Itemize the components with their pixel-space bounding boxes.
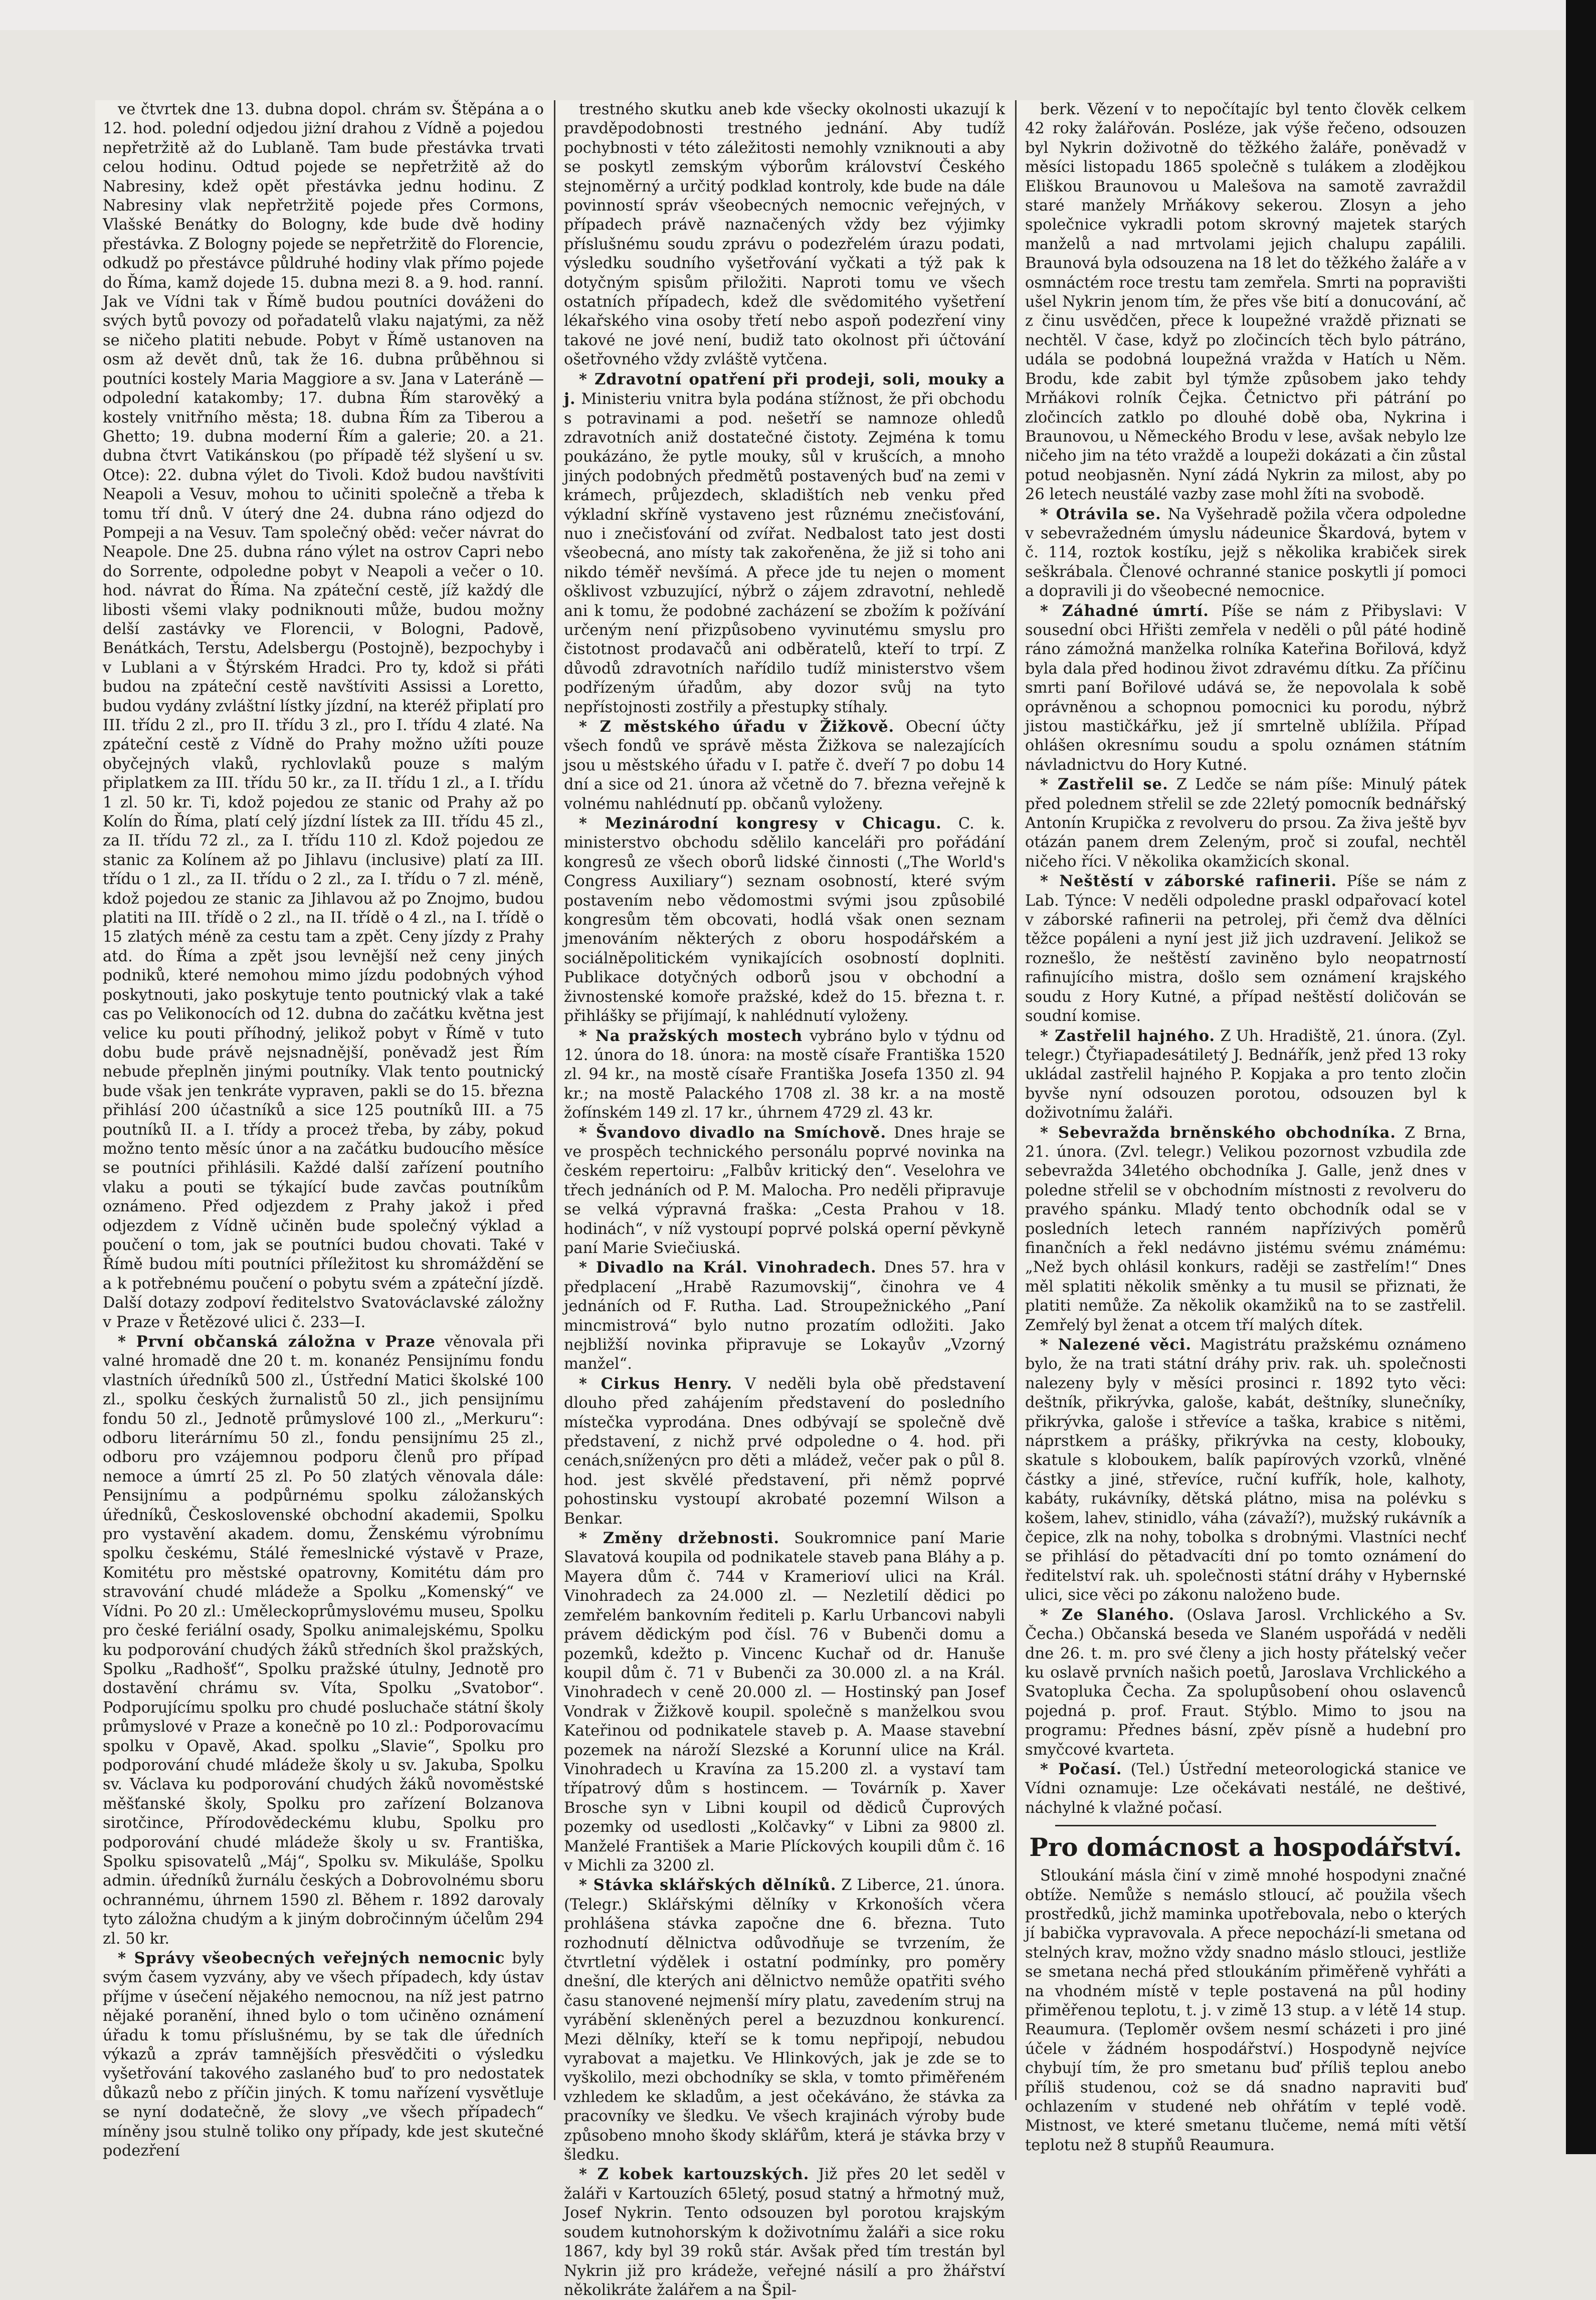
newspaper-column-2 (564, 100, 1005, 2299)
column-rule (1015, 100, 1017, 2100)
article-text: Na Vyšehradě požila včera odpoledne v sebevražedném úmyslu nádeunice Škardová, bytem v č. 114, roztok kostíku, jejž s několika krabiček sirek seškrábala. Členové ochranné stanice poskytli jí pomoci a dopravili ji do všeobecné nemocnice. (1025, 505, 1466, 600)
article-headline: * Záhadné úmrtí. (1040, 601, 1209, 620)
article-text: Obecní účty všech fondů ve správě města Žižkova se nalezajících jsou u městského úřadu v I. patře č. dveří 7 po dobu 14 dní a sice od 21. února až včetně do 7. března veřejně k volnému nahlédnutí pp. občanů vyloženy. (564, 718, 1005, 813)
article-paragraph (564, 370, 1005, 717)
article-paragraph (1025, 1123, 1466, 1335)
article-headline: * Zdravotní opatření při prodeji, soli, mouky a j. (564, 370, 1005, 408)
article-headline: * Z městského úřadu v Žižkově. (579, 718, 895, 736)
article-paragraph (1025, 1605, 1466, 1760)
section-divider (1055, 1825, 1436, 1826)
section-title: Pro domácnost a hospodářství. (1029, 1832, 1462, 1862)
article-paragraph (564, 2165, 1005, 2300)
article-paragraph (1025, 1335, 1466, 1605)
article-text: Již přes 20 let seděl v žaláři v Kartouzích 65letý, posud statný a hřmotný muž, Josef Nykrin. Tento odsouzen byl porotou krajským soudem kutnohorským k doživotnímu žaláři a sice roku 1867, kdy byl 39 roků stár. Avšak před tím trestán byl Nykrin již pro krádeže, veřejné násilí a pro žhářství několikráte žalářem a na Špil- (564, 2166, 1005, 2299)
article-headline: * Zastřelil se. (1040, 775, 1168, 794)
article-text: ve čtvrtek dne 13. dubna dopol. chrám sv. Štěpána a o 12. hod. polední odjedou jiżní drahou z Vídně a pojedou nepřetržitě až do Lublaně. Tam bude přestávka trvati celou hodinu. Odtud pojede se nepřetržitě až do Nabresiny, kdež opět přestávka jednu hodinu. Z Nabresiny vlak nepřetržitě pojede přes Cormons, Vlašské Benátky do Bologny, kde bude dvě hodiny přestávka. Z Bologny pojede se nepřetržitě do Florencie, odkudž po přestávce půldruhé hodiny vlak přímo pojede do Říma, kamž dojede 15. dubna mezi 8. a 9. hod. ranní. Jak ve Vídni tak v Římě budou poutníci dováženi do svých bytů povozy od pořadatelů vlaku najatými, za něž se ničeho platiti nebude. Pobyt v Římě ustanoven na osm až devět dnů, tak že 16. dubna průběhnou si poutníci kostely Maria Maggiore a sv. Jana v Lateráně — odpolední katakomby; 17. dubna Řím starověký a kostely vnitřního města; 18. dubna Řím za Tiberou a Ghetto; 19. dubna moderní Řím a galerie; 20. a 21. dubna čtvrt Vatikánskou (po případě též slyšení u sv. Otce): 22. dubna výlet do Tivoli. Kdož budou navštíviti Neapoli a Vesuv, mohou to učiniti společně a třeba k tomu tří dnů. V úterý dne 24. dubna ráno odjezd do Pompeji a na Vesuv. Tam společný oběd: večer návrat do Neapole. Dne 25. dubna ráno výlet na ostrov Capri nebo do Sorrente, odpoledne pobyt v Neapoli a večer o 10. hod. návrat do Říma. Na zpáteční cestě, jíž každý dle libosti všemi vlaky podniknouti může, budou možny delší zastávky ve Florencii, v Bologni, Padově, Benátkách, Terstu, Adelsbergu (Postojně), bezpochyby i v Lublani a v Štýrském Hradci. Pro ty, kdož si přáti budou na zpáteční cestě navštíviti Assissi a Loretto, budou vydány zvláštní lístky jízdní, na kteréž připlatí pro III. třídu 2 zl., pro II. třídu 3 zl., pro I. třídu 4 zlaté. Na zpáteční cestě z Vídně do Prahy možno užíti pouze obyčejných vlaků, rychlovlaků pouze s malým připlatkem za III. třídu 50 kr., za II. třídu 1 zl., a I. třídu 1 zl. 50 kr. Ti, kdož pojedou ze stanic od Prahy až po Kolín do Říma, platí celý jízdní lístek za III. třídu 45 zl., za II. třídu 72 zl., za I. třídu 110 zl. Kdož pojedou ze stanic za Kolínem až po Jihlavu (inclusive) platí za III. třídu o 1 zl., za II. třídu o 2 zl., za I. třídu o 7 zl. méně, kdož pojedou ze stanic za Jihlavou až po Znojmo, budou platiti na III. třídě o 2 zl., na II. třídě o 4 zl., na I. třídě o 15 zlatých méně za cestu tam a zpět. Ceny jízdy z Prahy atd. do Říma a zpět jsou levnější než ceny jiných podniků, které nemohou mimo jízdu podobných výhod poskytnouti, jako poskytuje tento poutnický vlak a také cas po Velikonocích od 12. dubna do začátku května jest velice ku pouti příhodný, jelikož pobyt v Římě v tuto dobu bude právě nejsnadnější, poněvadž jest Řím nebude přeplněn jinými poutníky. Vlak tento poutnický bude však jen tenkráte vypraven, pakli se do 15. března přihlásí 200 účastníků a sice 125 poutníků III. a 75 poutníků II. a I. třídy a proceż třeba, by záby, pokud možno tento měsíc únor a na začátku budoucího měsíce se poutníci přihlásili. Každé další zařízení poutního vlaku a pouti se týkající bude zavčas poutníkům oznámeno. Před odjezdem z Prahy jakož i před odjezdem z Vídně učiněn bude společný výklad a poučení o tom, jak se poutníci budou chovati. Také v Římě budou míti poutníci příležitost ku shromáždění se a k potřebnému poučení o pobytu svém a zpáteční jízdě. Další dotazy zodpoví ředitelstvo Svatováclavské záložny v Praze v Řetězové ulici č. 233—I. (103, 101, 544, 1331)
article-headline: * Sebevražda brněnského obchodníka. (1040, 1123, 1396, 1142)
article-text: Dnes 57. hra v předplacení „Hrabě Razumovskij“, činohra ve 4 jednáních od F. Rutha. Lad. Stroupežnického „Paní mincmistrová“ bylo nutno prozatím odložiti. Jako nejbližší novinka připravuje se Lokayův „Vzorný manžel“. (564, 1259, 1005, 1373)
article-paragraph (1025, 1026, 1466, 1123)
page-margin-top (0, 0, 1596, 30)
article-paragraph (103, 1332, 544, 1949)
article-text: Píše se nám z Lab. Týnce: V neděli odpoledne praskl odpařovací kotel v záborské rafinerii na petrolej, při čemž dva dělníci těžce popáleni a nyní jest již jich uzdravení. Jelikož se roznešlo, že neštěstí zaviněno bylo neopatrností rafinujícího mistra, došlo sem oznámení krajského soudu z Hory Kutné, a případ neštěstí doličován se soudní komise. (1025, 873, 1466, 1025)
article-text: (Oslava Jarosl. Vrchlického a Sv. Čecha.) Občanská beseda ve Slaném uspořádá v neděli dne 26. t. m. pro své členy a jich hosty přátelský večer ku oslavě prvních našich poetů, Jaroslava Vrchlického a Svatopluka Čecha. Za spolupůsobení ohou oslavenců pojedná p. prof. Fraut. Stýblo. Mimo to jsou na programu: Přednes básní, zpěv písně a hudební pro smyčcové kvarteta. (1025, 1606, 1466, 1759)
article-headline: * Mezinárodní kongresy v Chicagu. (579, 814, 942, 833)
article-paragraph (103, 100, 544, 1332)
article-paragraph (564, 814, 1005, 1026)
article-paragraph (1025, 1866, 1466, 2155)
article-text: V neděli byla obě představení dlouho před zahájením představení do posledního místečka vyprodána. Dnes odbývají se společně dvě představení, z nichž prvé odpoledne o 4. hod. při cenách,sníženýcn pro děti a mládež, večer pak o půl 8. hod. jest skvělé představení, při němž poprvé pohostinsku vystoupí akrobaté pozemní Wilson a Benkar. (564, 1375, 1005, 1528)
article-text: Z Liberce, 21. února. (Telegr.) Sklářskými dělníky v Krkonoších včera prohlášena stávka započne dne 6. března. Tuto rozhodnutí dělnictva odůvodňuje se tvrzením, že čtvrtletní výdělek i ostatní podmínky, pro poměry dnešní, dle kterých ani dělnictvo nemůže opatřiti svého času stanovené nejmenší míry platu, zavedením struj na vyrábění skleněných perel a bezuzdnou konkurencí. Mezi dělníky, kteří se k tomu nepřipojí, nebudou vyrabovat a majetku. Ve Hlinkových, jak je zde se to vyškolilo, mezi obchodníky se skla, v tomto přiměřeném vzhledem ke skladům, a jest očekáváno, že stávka za pracovníky ve šledku. Ve všech krajinách výroby bude způsobeno mnoho škody sklářům, která je stávka brzy v šledku. (564, 1876, 1005, 2164)
article-paragraph (1025, 601, 1466, 775)
article-paragraph (564, 1374, 1005, 1529)
article-paragraph (1025, 1760, 1466, 1818)
article-headline: * Z kobek kartouzských. (579, 2165, 810, 2184)
newspaper-column-1 (103, 100, 544, 2160)
article-paragraph (564, 1123, 1005, 1259)
article-headline: * Zastřelil hajného. (1040, 1026, 1216, 1045)
article-headline: * Neštěstí v záborské rafinerii. (1040, 872, 1337, 891)
article-text: Ministeriu vnitra byla podána stížnost, že při obchodu s potravinami a pod. nešetří se namnoze ohledů zdravotních aniž dostatečné čistoty. Zejména k tomu poukázáno, že pytle mouky, sůl v krušcích, a mnoho jiných podobných předmětů postavených buď na zemi v krámech, průjezdech, skladištích neb venku před výkladní skříně vystaveno jest různému znečisťování, nuo i znečisťování od zvířat. Nedbalost tato jest dosti všeobecná, ano místy tak zakořeněna, že již si toho ani nikdo téměř nevšímá. A přece jde tu nejen o moment ošklivost vzbuzující, nýbrž o zájem zdravotní, nehledě ani k tomu, že podobné zacházení se zbožím k požívání určeným není přizpůsobeno vyvinutému smyslu pro čistotnost prodavačů ani odběratelů, kteří to trpí. Z důvodů zdravotních nařídilo tudíž ministerstvo všem podřízeným úřadům, aby dozor svůj na tyto nepřístojnosti zostřily a přestupky stíhaly. (564, 390, 1005, 716)
article-paragraph (1025, 775, 1466, 872)
article-paragraph (564, 1026, 1005, 1123)
newspaper-column-3 (1025, 100, 1466, 2154)
article-text: Z Uh. Hradiště, 21. února. (Zyl. telegr.) Čtyřiapadesátiletý J. Bednářík, jenž před 13 roky ukládal zastřelil hajného P. Kopjaka a pro tento zločin byvše nyní odsouzen porotou, odsouzen byl k doživotnímu žaláři. (1025, 1027, 1466, 1122)
article-paragraph (564, 1875, 1005, 2165)
article-text: Z Ledče se nám píše: Minulý pátek před polednem střelil se zde 22letý pomocník bednářský Antonín Krupička z revolveru do prsou. Za živa ještě byv otázán panem drem Zeleným, proč si zoufal, nechtěl ničeho říci. V několika okamžicích skonal. (1025, 776, 1466, 871)
article-paragraph (1025, 100, 1466, 505)
article-paragraph (564, 1529, 1005, 1875)
article-text: trestného skutku aneb kde všecky okolnosti ukazují k pravděpodobnosti trestného jednání. Aby tudíž pochybnosti v této záležitosti nemohly vzniknouti a aby se poskytl zemským výborům království Českého stejnoměrný a určitý podklad kontroly, kde bude na dále povinností správ všeobecných nemocnic veřejných, v případech právě naznačených vždy bez výjimky příslušnému soudu zprávu o podezřelém úrazu podati, výsledku soudního vyšetřování vyčkati a týž pak k dotyčným spisům přiložiti. Naproti tomu ve všech ostatních případech, kdež dle svědomitého vyšetření lékařského vina osoby třetí nebo aspoň podezření viny takové ne jové není, budiž tato okolnost při účtování ošetřovného vždy zvláště vytčena. (564, 101, 1005, 369)
article-text: Píše se nám z Přibyslavi: V sousední obci Hřišti zemřela v neděli o půl páté hodině ráno zámožná manželka rolníka Kateřina Bořilová, když byla dala před hodinou život zdravému dítku. Za příčinu smrti paní Bořilové udává se, že nepovolala k sobě oprávněnou a schopnou pomocnici ku porodu, nýbrž jistou mastičkářku, jež jí smrtelně ublížila. Případ ohlášen okresnímu soudu a spolu oznámen státním návladnictvu do Hory Kutné. (1025, 602, 1466, 774)
article-text: Dnes hraje se ve prospěch technického personálu poprvé novinka na českém repertoiru: „Falbův kritický den“. Veselohra ve třech jednáních od P. M. Malocha. Pro neděli připravuje se velká výpravná fraška: „Cesta Prahou v 18. hodinách“, v níž vystoupí poprvé polská operní pěvkyně paní Marie Sviečiuská. (564, 1124, 1005, 1257)
article-paragraph (564, 100, 1005, 370)
article-text: Stloukání másla činí v zimě mnohé hospodyni značné obtíže. Nemůže s nemáslo stloucí, ač použila všech prostředků, jichž maminka upotřebovala, nebo o kterých jí babička vypravovala. A přece nepochází-li smetana od stelných krav, možno vždy snadno máslo stlouci, jestliže se smetana nechá před stloukáním přiměřeně vyhřáti a na vhodném místě v teple postavená na půl hodiny přiměřenou teplotu, t. j. v zimě 13 stup. a v létě 14 stup. Reaumura. (Teploměr ovšem nesmí scházeti i pro jiné účele v žádném hospodářství.) Hospodyně nejvíce chybují tím, že pro smetanu buď příliš teplou anebo příliš studenou, coż se dá snadno napraviti buď ochlazením v studené neb ohřátím v teplé vodě. Mistnost, ve které smetanu tlučeme, nemá míti větší teplotu než 8 stupňů Reaumura. (1025, 1867, 1466, 2154)
column-rule (554, 100, 555, 2100)
article-paragraph (1025, 872, 1466, 1026)
article-headline: * Ze Slaného. (1040, 1605, 1175, 1624)
article-headline: * Správy všeobecných veřejných nemocnic (118, 1949, 505, 1967)
article-paragraph (564, 1258, 1005, 1374)
article-text: berk. Vězení v to nepočítajíc byl tento člověk celkem 42 roky žalářován. Posléze, jak výše řečeno, odsouzen byl Nykrin doživotně do těžkého žaláře, poněvadž v měsíci listopadu 1865 společně s tulákem a zlodějkou Eliškou Braunovou u Malešova na samotě zavraždil staré manžely Mrňákovy sekerou. Zlosyn a jeho společnice vykradli potom skrovný majetek starých manželů a nad mrtvolami jejich chalupu zapálili. Braunová byla odsouzena na 18 let do těžkého žaláře a v osmnáctém roce trestu tam zemřela. Smrti na popravišti ušel Nykrin jenom tím, že přes vše bití a donucování, ač z činu usvědčen, přece k loupežné vraždě přiznati se nechtěl. V čase, když po zločincích těch bylo pátráno, udála se podobná loupežná vražda v Hatích u Něm. Brodu, kde zabit byl týmže způsobem jako tehdy Mrňákovi rolník Čejka. Četnictvo při pátrání po zločincích zatklo po dlouhé době oba, Nykrina i Braunovou, u Německého Brodu v lese, avšak nebylo lze ničeho jim na této vraždě a loupeži dokázati a čin zůstal potud neobjasněn. Nyní zádá Nykrin za milost, aby po 26 letech neustálé vazby zase mohl žíti na svobodě. (1025, 101, 1466, 504)
newspaper-page (95, 100, 1474, 2299)
article-text: Z Brna, 21. února. (Zvl. telegr.) Velikou pozornost vzbudila zde sebevražda 34letého obchodníka J. Galle, jenž dnes v poledne střelil se v obchodním místnosti z revolveru do pravého spánku. Mladý tento obchodník odal se v posledních letech ranném napřízivých poměrů finančních a řekl nedávno jistému svému známému: „Než bych ohlásil konkurs, raději se zastřelím!“ Dnes měl splatiti několik směnky a tu musil se přiznati, že platiti nemůže. Za několik okamžiků na to se zastřelil. Zemřelý byl ženat a otcem tří malých dítek. (1025, 1124, 1466, 1334)
article-headline: * Stávka sklářských dělníků. (579, 1876, 837, 1895)
article-headline: * Švandovo divadlo na Smíchově. (579, 1123, 887, 1142)
article-text: Magistrátu pražskému oznámeno bylo, že na trati státní dráhy priv. rak. uh. společnosti nalezeny byly v měsíci prosinci r. 1892 tyto věci: deštník, přikrývka, galoše, kabát, deštníky, slunečníky, přikrývka, galoše i střevíce a taška, krabice s nitěmi, náprstkem a prášky, přikrývka na cesty, klobouky, skatule s kloboukem, balík papírových vzorků, vlněné částky a jiné, střevíce, ruční kufřík, hole, kalhoty, kabáty, rukávníky, dětská plátno, misa na polévku s košem, lahev, stinidlo, váha (závaží?), mužský rukávník a čepice, zlk na nohy, tobolka s drobnými. Vlastníci nechť se přihlásí do pětadvacíti dní po tomto oznámení do ředitelství rak. uh. společnosti státní dráhy v Hybernské ulici, sice věci po zákonu naloženo bude. (1025, 1336, 1466, 1604)
article-headline: * Počasí. (1040, 1760, 1122, 1778)
article-text: vybráno bylo v týdnu od 12. února do 18. února: na mostě císaře Františka 1520 zl. 94 kr., na mostě císaře Františka Josefa 1350 zl. 94 kr.; na mostě Palackého 1708 zl. 38 kr. a na mostě žofínském 149 zl. 17 kr., úhrnem 4729 zl. 43 kr. (564, 1027, 1005, 1122)
article-text: byly svým časem vyzvány, aby ve všech případech, kdy ústav příjme v úsečení nějakého nemocnou, na níž jest patrno nějaké poranění, ihned bylo o tom učiněno oznámení úřadu k tomu příslušnému, by se tak dle úředních výkazů a zpráv tamnějších přesvědčiti o výsledku vyšetřování takového zaslaného buď to pro nedostatek důkazů nebo z příčin jiných. K tomu nařízení vysvětluje se nyní dodatečně, že slovy „ve všech případech“ míněny jsou stulně toliko ony případy, kde jest skutečné podezření (103, 1950, 544, 2160)
article-headline: * Změny držebnosti. (579, 1529, 780, 1548)
article-headline: * Cirkus Henry. (579, 1374, 733, 1393)
article-text: (Tel.) Ústřední meteorologická stanice ve Vídni oznamuje: Lze očekávati nestálé, ne deštivé, náchylné k vlažné počasí. (1025, 1760, 1466, 1817)
article-headline: * Nalezené věci. (1040, 1336, 1192, 1354)
article-headline: * První občanská záložna v Praze (118, 1333, 436, 1351)
article-paragraph (1025, 505, 1466, 601)
article-paragraph (103, 1949, 544, 2161)
article-headline: * Divadlo na Král. Vinohradech. (579, 1259, 877, 1277)
article-headline: * Otrávila se. (1040, 505, 1161, 523)
article-text: C. k. ministerstvo obchodu sdělilo kanceláři pro pořádání kongresů ze všech oborů lidské činnosti („The World's Congress Auxiliary“) seznam osobností, které svým postavením nebo vědomostmi svými jsou způsobilé kongresům těm obcovati, hodlá však onen seznam jmenováním některých z oboru hospodářském a sociálněpolitickém vynikajících osobností doplniti. Publikace dotyčných odborů jsou v obchodní a živnostenské komoře pražské, kdež do 15. března t. r. přihlášky se přijímají, k nahlédnutí vyloženy. (564, 815, 1005, 1025)
article-text: Soukromnice paní Marie Slavatová koupila od podnikatele staveb pana Bláhy a p. Mayera dům č. 744 v Kramerioví ulici na Král. Vinohradech za 24.000 zl. — Nezletilí dědici po zemřelém bankovním řediteli p. Karlu Urbancovi nabyli právem dědickým pod čísl. 76 v Bubenči domu a pozemků, kdežto p. Vincenc Kuchař od dr. Hanuše koupil dům č. 71 v Bubenči za 30.000 zl. a na Král. Vinohradech v ceně 20.000 zl. — Hostinský pan Josef Vondrak v Žižkově koupil. společně s manželkou svou Kateřinou od podnikatele staveb p. A. Maase stavební pozemek na nároží Slezské a Korunní ulice na Král. Vinohradech u Kravína za 15.200 zl. a vystaví tam třípatrový dům s hostincem. — Továrník p. Xaver Brosche syn v Libni koupil od dědiců Čuprových pozemky od usedlosti „Kolčavky“ v Libni za 9800 zl. Manželé František a Marie Plíckových koupili dům č. 16 v Michli za 3200 zl. (564, 1530, 1005, 1874)
article-text: věnovala při valné hromadě dne 20 t. m. konanéz Pensijnímu fondu vlastních úředníků 500 zl., Ústřední Matici školské 100 zl., spolku českých žurnalistů 50 zl., jich pensijnímu fondu 50 zl., Jednotě průmyslové 100 zl., „Merkuru“: odboru literárnímu 50 zl., fondu pensijnímu 25 zl., odboru pro vzájemnou podporu členů pro případ nemoce a úmrtí 25 zl. Po 50 zlatých věnovala dále: Pensijnímu a podpůrnému spolku záložanských úředníků, Československé obchodní akademii, Spolku pro vystavění akadem. domu, Ženskému výrobnímu spolku českému, Stálé řemeslnické výstavě v Praze, Komitétu pro městské opatrovny, Komitétu dám pro stravování chudé mládeže a Spolku „Komenský“ ve Vídni. Po 20 zl.: Uměleckoprůmyslovému museu, Spolku pro české feriální osady, Spolku animalejskému, Spolku ku podporování chudých žáků středních škol pražských, Spolku „Radhošť“, Spolku pražské útulny, Jednotě pro dostavění chrámu sv. Víta, Spolku „Svatobor“. Podporujícímu spolku pro chudé posluchače státní školy průmyslové v Praze a konečně po 10 zl.: Podporovacímu spolku v Opavě, Akad. spolku „Slavie“, Spolku pro podporování chudé mládeže školy u sv. Jakuba, Spolku sv. Václava ku podporování chudých žáků novoměstské měšťanské školy, Spolku pro zařízení Bolzanova sirotčince, Přírodovědeckému klubu, Spolku pro podporování chudé mládeže školy u sv. Františka, Spolku spisovatelů „Máj“, Spolku sv. Mikuláše, Spolku admin. úředníků žurnálu českých a Dobrovolnému sboru ochrannému, úhrnem 1590 zl. Během r. 1892 darovaly tyto záložna chudým a k jiným dobročinným účelům 294 zl. 50 kr. (103, 1333, 544, 1948)
article-paragraph (564, 717, 1005, 814)
article-headline: * Na pražských mostech (579, 1026, 803, 1045)
scan-edge (1566, 0, 1596, 2154)
